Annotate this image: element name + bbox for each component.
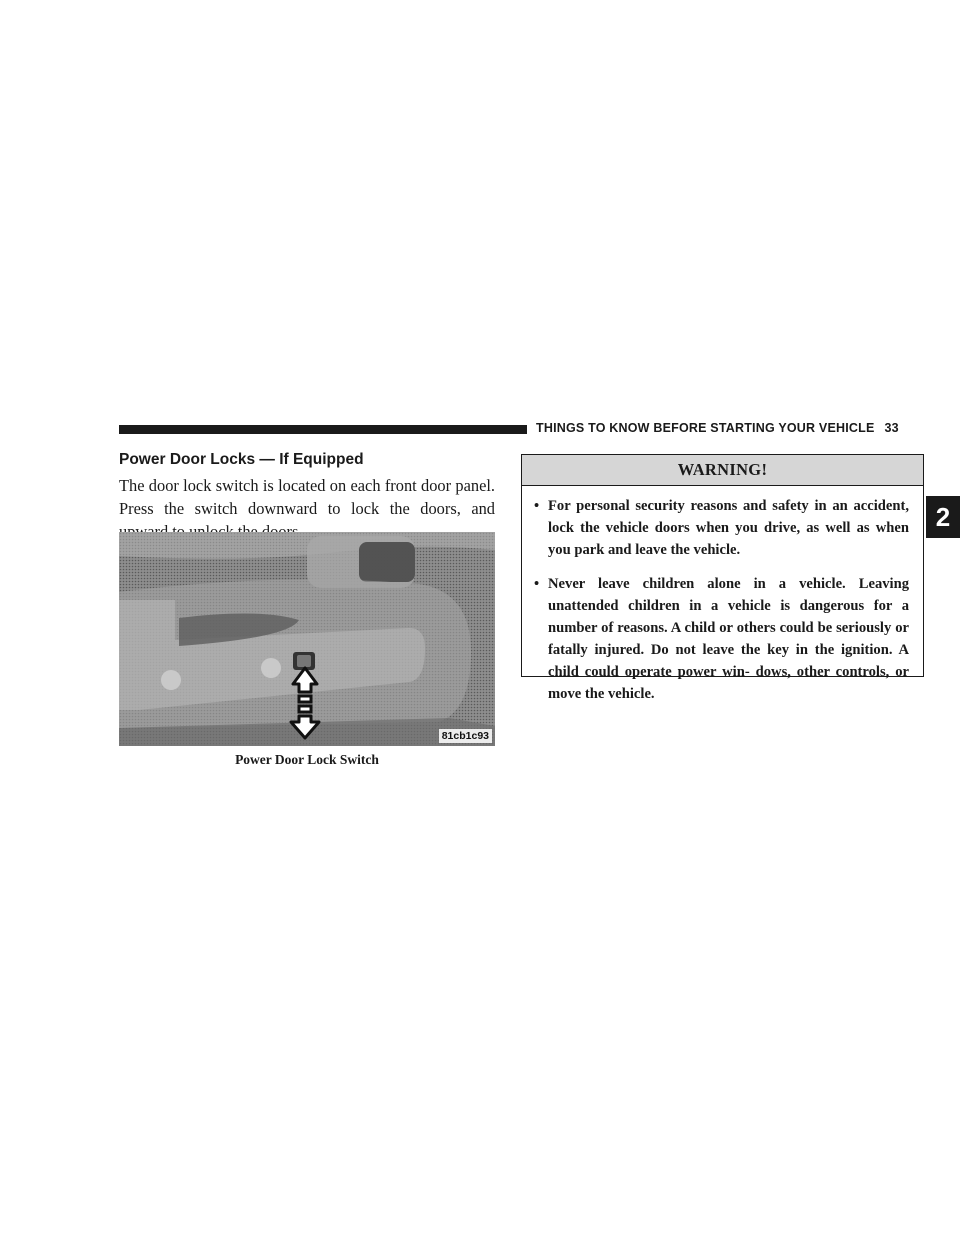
chapter-tab: 2 — [926, 496, 960, 538]
warning-item — [534, 573, 909, 705]
warning-title: WARNING! — [522, 455, 923, 486]
door-panel-photo — [119, 532, 495, 746]
header-title: THINGS TO KNOW BEFORE STARTING YOUR VEHICLE — [536, 421, 875, 435]
bullet-icon: • — [534, 498, 540, 514]
header-rule — [119, 425, 527, 434]
section-body: The door lock switch is located on each front door panel. Press the switch downward to lock the doors, and — [119, 476, 495, 518]
warning-item-text: For personal security reasons and safety in an accident, lock the vehicle doors when you drive, as well as when you park and leave the vehicle. — [548, 498, 909, 558]
section-title: Power Door Locks — If Equipped — [119, 451, 364, 468]
page-number: 33 — [884, 421, 899, 435]
warning-box — [521, 454, 924, 702]
warning-list — [522, 486, 923, 705]
bullet-icon: • — [534, 576, 540, 592]
door-panel-illustration — [119, 532, 495, 746]
figure-caption: Power Door Lock Switch — [235, 752, 379, 767]
figure-code: 81cb1c93 — [439, 729, 492, 743]
running-header — [536, 421, 899, 435]
warning-item — [534, 495, 909, 561]
warning-item-text: Never leave children alone in a vehicle. Leaving unattended children in a vehicle is dangerous for a number of reasons. A child or others could be seriously or fatally injured. Do not leave the key in the ignition. A child could operate power win- dows, other controls, or move the vehicle. — [548, 576, 909, 702]
